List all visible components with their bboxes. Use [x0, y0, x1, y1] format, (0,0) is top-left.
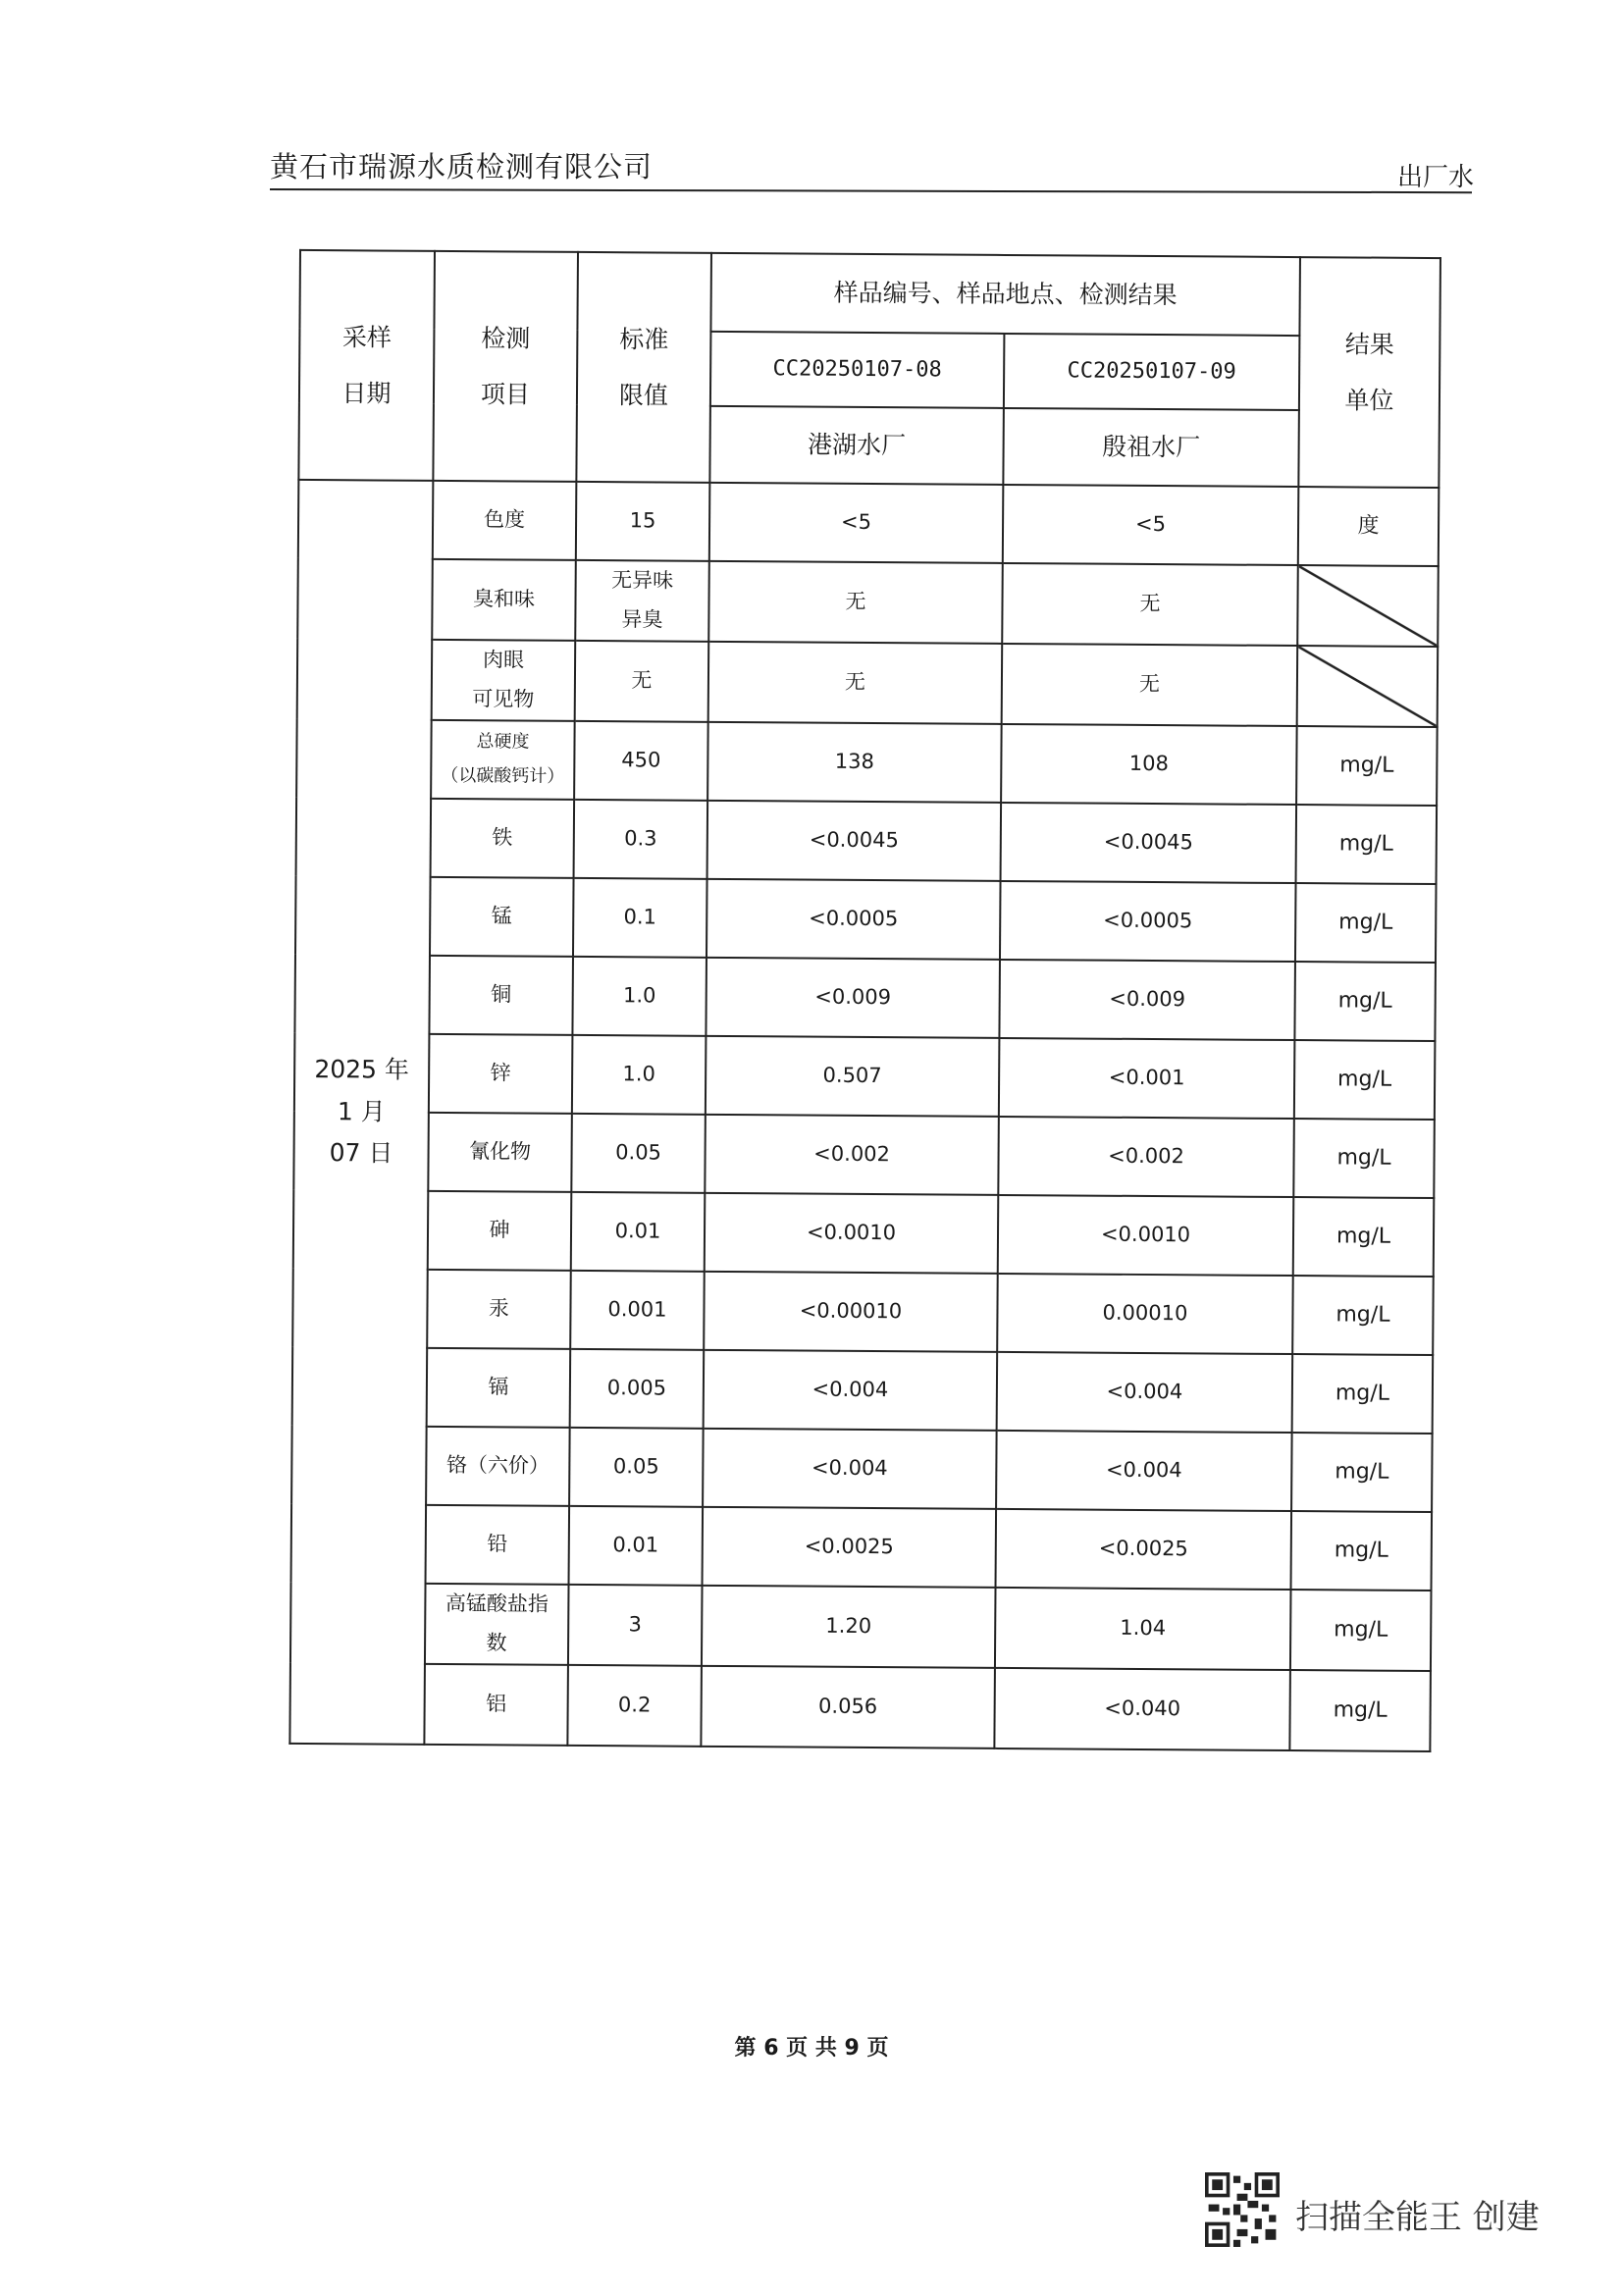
test-item-cell: 铅	[426, 1504, 570, 1584]
table-row	[290, 1582, 1432, 1670]
header-result-unit: 结果 单位	[1298, 257, 1440, 488]
sample-code-2: CC20250107-09	[1004, 334, 1300, 410]
test-item-cell: 高锰酸盐指 数	[425, 1583, 569, 1664]
unit-cell: mg/L	[1294, 962, 1436, 1041]
test-item-cell: 汞	[427, 1269, 571, 1348]
table-row	[298, 480, 1440, 566]
unit-cell: 度	[1298, 487, 1440, 566]
standard-limit-cell: 0.05	[571, 1113, 706, 1192]
unit-cell-not-applicable	[1297, 565, 1439, 647]
unit-cell: mg/L	[1294, 1040, 1436, 1120]
test-item-cell: 铬（六价）	[426, 1426, 570, 1505]
result-cell-sample-1: 138	[707, 721, 1002, 802]
result-cell-sample-1: 0.056	[701, 1665, 995, 1748]
sample-code-1: CC20250107-08	[710, 332, 1005, 408]
result-cell-sample-2: 无	[1002, 644, 1298, 726]
standard-limit-cell: 无	[575, 641, 709, 722]
result-cell-sample-1: 无	[708, 642, 1003, 724]
result-cell-sample-1: <0.0025	[703, 1506, 997, 1587]
test-item-cell: 铜	[429, 955, 573, 1034]
standard-limit-cell: 0.01	[571, 1191, 706, 1271]
test-item-cell: 砷	[428, 1190, 572, 1270]
standard-limit-cell: 450	[574, 720, 708, 800]
standard-limit-cell: 0.2	[567, 1664, 702, 1746]
result-cell-sample-2: <0.004	[997, 1351, 1293, 1432]
water-quality-results-table	[288, 249, 1441, 1752]
result-cell-sample-1: 1.20	[702, 1585, 996, 1667]
result-cell-sample-2: 0.00010	[997, 1273, 1293, 1353]
header-standard-limit: 标准 限值	[576, 252, 711, 483]
result-cell-sample-1: <0.0005	[707, 878, 1001, 959]
result-cell-sample-2: <0.0045	[1001, 803, 1297, 883]
result-cell-sample-2: <0.001	[999, 1037, 1295, 1118]
unit-cell: mg/L	[1292, 1276, 1434, 1355]
result-cell-sample-1: <0.0010	[705, 1192, 999, 1273]
result-cell-sample-2: <5	[1003, 485, 1299, 565]
scanner-watermark	[1205, 2172, 1558, 2251]
header-sampling-date: 采样 日期	[298, 250, 435, 481]
result-cell-sample-1: <0.002	[705, 1114, 999, 1194]
header-test-item: 检测 项目	[433, 251, 578, 482]
result-cell-sample-1: 无	[708, 561, 1003, 644]
unit-cell: mg/L	[1290, 1590, 1432, 1671]
sampling-date-cell: 2025 年 1 月 07 日	[289, 480, 433, 1744]
unit-cell: mg/L	[1296, 726, 1438, 806]
unit-cell-not-applicable	[1297, 646, 1439, 727]
unit-cell: mg/L	[1296, 805, 1438, 884]
result-cell-sample-2: <0.009	[999, 960, 1295, 1040]
test-item-cell: 臭和味	[432, 559, 576, 641]
test-item-cell: 锌	[429, 1033, 573, 1113]
result-cell-sample-2: <0.040	[994, 1667, 1290, 1749]
unit-cell: mg/L	[1291, 1433, 1433, 1512]
standard-limit-cell: 3	[568, 1584, 703, 1665]
table-row	[294, 954, 1436, 1040]
result-cell-sample-2: <0.004	[996, 1430, 1292, 1510]
standard-limit-cell: 0.005	[570, 1348, 705, 1428]
table-row	[297, 639, 1439, 727]
header-divider	[270, 188, 1472, 193]
table-row	[297, 558, 1439, 647]
result-cell-sample-1: <0.009	[706, 957, 1000, 1037]
result-cell-sample-2: <0.0010	[998, 1194, 1294, 1275]
watermark-text: 扫描全能王 创建	[1295, 2198, 1540, 2237]
standard-limit-cell: 1.0	[572, 956, 707, 1035]
table-row	[292, 1268, 1434, 1354]
page-number: 第 6 页 共 9 页	[734, 2036, 889, 2061]
table-row	[293, 1189, 1435, 1276]
table-row	[293, 1111, 1435, 1197]
sample-location-2: 殷祖水厂	[1003, 408, 1299, 487]
table-row	[296, 797, 1438, 883]
unit-cell: mg/L	[1293, 1197, 1435, 1277]
test-item-cell: 锰	[430, 876, 574, 956]
unit-cell: mg/L	[1295, 883, 1437, 963]
result-cell-sample-2: 1.04	[995, 1587, 1291, 1669]
result-cell-sample-1: 0.507	[706, 1035, 1000, 1116]
test-item-cell: 铁	[431, 798, 575, 877]
test-item-cell: 氰化物	[428, 1112, 572, 1191]
result-cell-sample-2: 无	[1002, 563, 1298, 646]
result-cell-sample-1: <0.004	[703, 1428, 997, 1508]
result-cell-sample-1: <5	[709, 483, 1004, 563]
result-cell-sample-1: <0.004	[704, 1349, 998, 1430]
report-type-label: 出厂水	[1397, 163, 1475, 192]
sample-location-1: 港湖水厂	[709, 406, 1004, 485]
table-row	[291, 1503, 1433, 1590]
table-row	[296, 718, 1438, 805]
table-row	[289, 1662, 1431, 1750]
header-sample-group: 样品编号、样品地点、检测结果	[710, 253, 1300, 336]
table-row	[292, 1346, 1434, 1433]
standard-limit-cell: 15	[576, 482, 710, 561]
test-item-cell: 铝	[424, 1663, 568, 1745]
result-cell-sample-1: <0.00010	[704, 1271, 998, 1351]
standard-limit-cell: 1.0	[572, 1034, 707, 1114]
result-cell-sample-2: <0.0005	[1000, 881, 1296, 962]
qr-code-icon	[1205, 2172, 1280, 2247]
result-cell-sample-2: <0.0025	[996, 1508, 1292, 1589]
test-item-cell: 色度	[433, 481, 577, 560]
unit-cell: mg/L	[1291, 1511, 1433, 1591]
standard-limit-cell: 0.05	[569, 1427, 704, 1506]
result-cell-sample-2: 108	[1001, 724, 1297, 805]
standard-limit-cell: 0.1	[573, 877, 707, 957]
test-item-cell: 镉	[427, 1347, 571, 1427]
test-item-cell: 总硬度 （以碳酸钙计）	[431, 719, 575, 799]
standard-limit-cell: 无异味 异臭	[575, 560, 709, 642]
result-cell-sample-2: <0.002	[998, 1116, 1294, 1196]
unit-cell: mg/L	[1289, 1670, 1431, 1751]
standard-limit-cell: 0.01	[569, 1505, 704, 1585]
table-row	[291, 1425, 1433, 1511]
unit-cell: mg/L	[1293, 1119, 1435, 1198]
test-item-cell: 肉眼 可见物	[432, 640, 576, 721]
standard-limit-cell: 0.001	[570, 1270, 705, 1349]
company-name: 黄石市瑞源水质检测有限公司	[270, 150, 654, 183]
unit-cell: mg/L	[1292, 1354, 1434, 1434]
table-row	[294, 1032, 1436, 1119]
result-cell-sample-1: <0.0045	[707, 800, 1002, 880]
table-row	[295, 875, 1437, 962]
standard-limit-cell: 0.3	[574, 799, 708, 878]
